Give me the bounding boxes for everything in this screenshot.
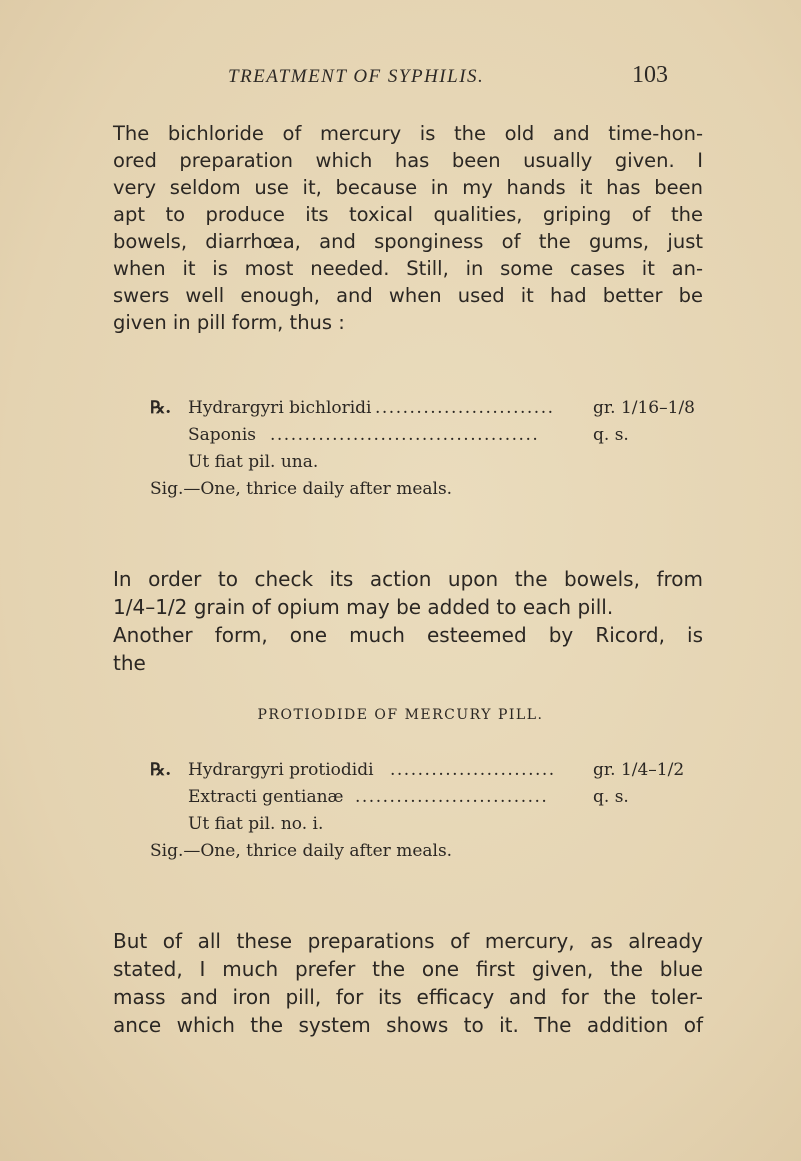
- running-title: TREATMENT OF SYPHILIS.: [228, 66, 485, 87]
- prescription-line: [150, 398, 695, 425]
- prescription-line: [150, 787, 640, 814]
- leader-dots: ............................: [355, 787, 549, 807]
- page-number: 103: [632, 62, 668, 88]
- text-line: The bichloride of mercury is the old and time-hon-: [113, 122, 703, 145]
- text-line: stated, I much prefer the one first given, the blue: [113, 957, 703, 981]
- text-line: mass and iron pill, for its efficacy and for the toler-: [113, 985, 703, 1009]
- text-line: very seldom use it, because in my hands it has been: [113, 176, 703, 199]
- prescription-line: [150, 425, 640, 452]
- running-header: [0, 62, 801, 96]
- drug-name: Extracti gentianæ: [188, 787, 344, 807]
- drug-quantity: gr. 1/16–1/8: [593, 398, 695, 418]
- text-line: Another form, one much esteemed by Ricord, is: [113, 623, 703, 647]
- prescription-line: [150, 841, 640, 868]
- leader-dots: .......................................: [270, 425, 540, 445]
- recipe-symbol: ℞.: [150, 398, 172, 418]
- text-line: But of all these preparations of mercury, as already: [113, 929, 703, 953]
- prescription-line: [150, 452, 640, 479]
- prescription-protiodide: [150, 760, 685, 868]
- paragraph-opium: [113, 565, 703, 677]
- text-line: swers well enough, and when used it had better be: [113, 284, 703, 307]
- text-line: when it is most needed. Still, in some cases it an-: [113, 257, 703, 280]
- drug-name: Hydrargyri bichloridi: [188, 398, 372, 418]
- text-line: 1/4–1/2 grain of opium may be added to each pill.: [113, 595, 614, 619]
- prescription-line: [150, 760, 685, 787]
- text-line: bowels, diarrhœa, and sponginess of the gums, just: [113, 230, 703, 253]
- text-line: given in pill form, thus :: [113, 311, 345, 334]
- leader-dots: ........................: [390, 760, 556, 780]
- drug-quantity: q. s.: [593, 425, 629, 445]
- text-line: ored preparation which has been usually given. I: [113, 149, 703, 172]
- signa-instruction: Sig.—One, thrice daily after meals.: [150, 479, 453, 499]
- paragraph-blue-mass: [113, 927, 703, 1039]
- drug-quantity: gr. 1/4–1/2: [593, 760, 685, 780]
- text-line: the: [113, 651, 146, 675]
- prescription-bichloride: [150, 398, 695, 506]
- prescription-line: [150, 814, 640, 841]
- text-line: ance which the system shows to it. The addition of: [113, 1013, 703, 1037]
- section-title: PROTIODIDE OF MERCURY PILL.: [257, 707, 544, 723]
- pill-instruction: Ut fiat pil. no. i.: [188, 814, 324, 834]
- text-line: apt to produce its toxical qualities, griping of the: [113, 203, 703, 226]
- paragraph-bichloride: [113, 120, 703, 336]
- pill-instruction: Ut fiat pil. una.: [188, 452, 319, 472]
- prescription-line: [150, 479, 640, 506]
- recipe-symbol: ℞.: [150, 760, 172, 780]
- drug-name: Saponis: [188, 425, 257, 445]
- text-line: In order to check its action upon the bowels, from: [113, 567, 703, 591]
- signa-instruction: Sig.—One, thrice daily after meals.: [150, 841, 453, 861]
- leader-dots: ..........................: [375, 398, 555, 418]
- drug-name: Hydrargyri protiodidi: [188, 760, 374, 780]
- drug-quantity: q. s.: [593, 787, 629, 807]
